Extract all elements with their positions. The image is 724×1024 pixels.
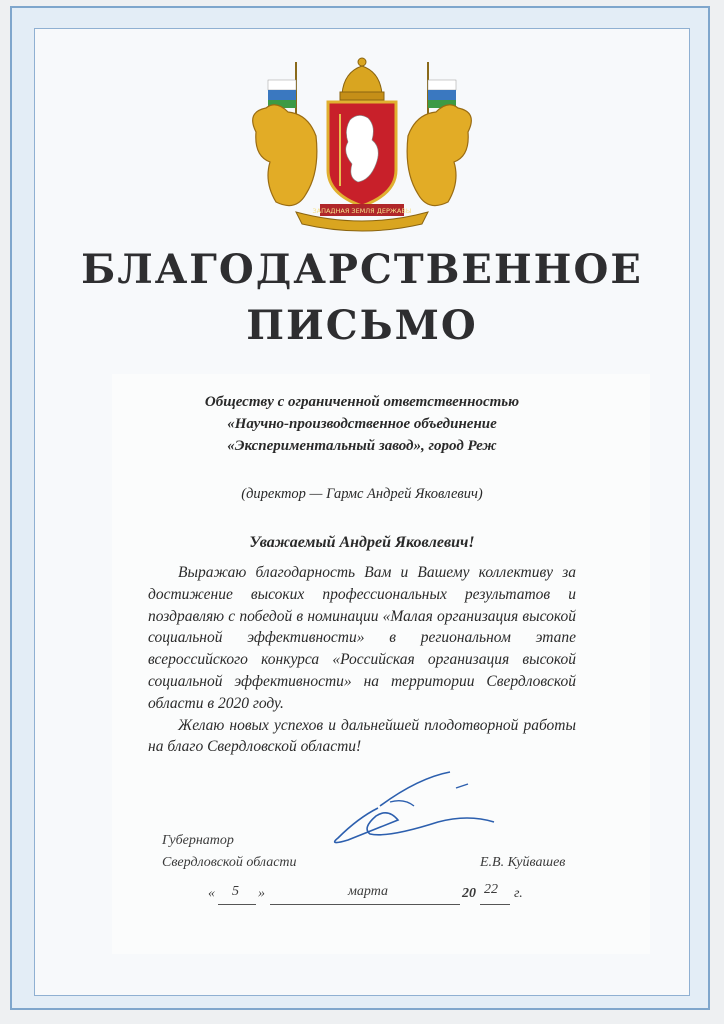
signatory-name: Е.В. Куйвашев (480, 855, 566, 870)
date-year-unit: г. (514, 886, 523, 901)
signatory-position-line-1: Губернатор (162, 833, 234, 848)
heading-line-1: БЛАГОДАРСТВЕННОЕ (81, 246, 643, 293)
date-year-prefix: 20 (462, 886, 476, 901)
handwritten-signature (318, 768, 508, 848)
body-paragraph-2: Желаю новых успехов и дальнейшей плодотворной работы на благо Свердловской области! (148, 716, 576, 756)
date-month: марта (348, 884, 389, 899)
letter-body (148, 562, 576, 758)
recipient-line-3: «Экспериментальный завод», город Реж (227, 438, 497, 454)
date-close-quote: » (258, 886, 265, 901)
greeting: Уважаемый Андрей Яковлевич! (249, 534, 475, 551)
signatory-position-line-2: Свердловской области (162, 855, 297, 870)
body-paragraph-1: Выражаю благодарность Вам и Вашему коллективу за достижение высоких профессиональных результатов и поздравляю с победой в номинации «Малая организация высокой социальной эффективности» в региональном этапе всероссийского конкурса «Российская организация высокой социальной эффективности» на территории Свердловской области в 2020 году. (148, 564, 576, 712)
date-day: 5 (232, 884, 239, 899)
date-line (208, 882, 538, 910)
coat-of-arms-emblem (236, 52, 488, 232)
recipient-line-1: Обществу с ограниченной ответственностью (204, 394, 520, 410)
crest-motto: ЗАПАДНАЯ ЗЕМЛЯ ДЕРЖАВЫ (312, 207, 412, 215)
date-open-quote: « (208, 886, 215, 901)
recipient-director: (директор — Гармс Андрей Яковлевич) (241, 486, 483, 502)
date-year-suffix: 22 (484, 882, 498, 897)
heading-line-2: ПИСЬМО (246, 302, 478, 349)
recipient-line-2: «Научно-производственное объединение (227, 416, 497, 432)
